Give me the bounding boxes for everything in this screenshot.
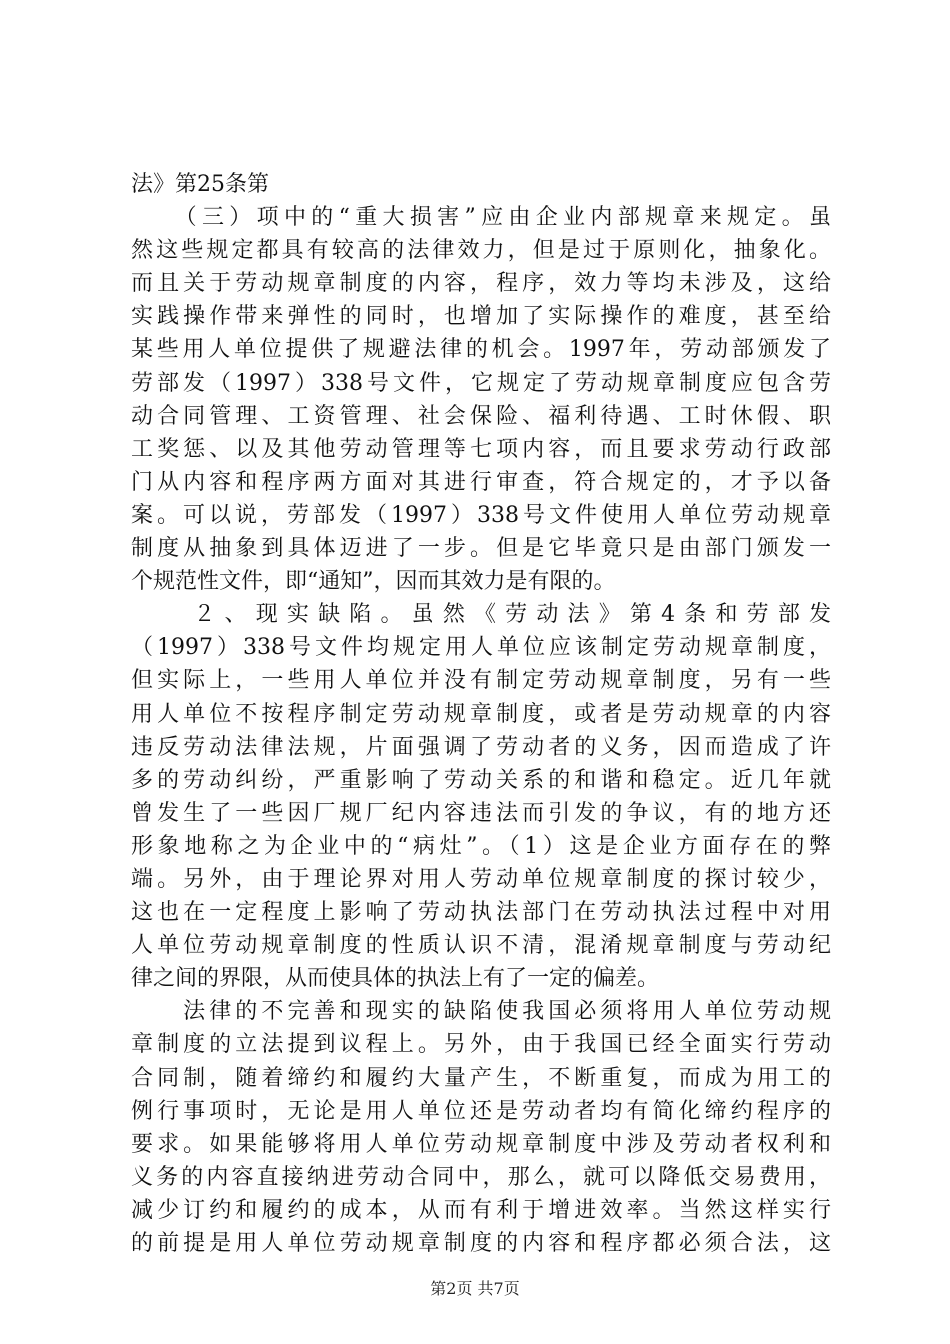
text-line: 违反劳动法律法规，片面强调了劳动者的义务，因而造成了许	[131, 734, 831, 760]
text-line: 个规范性文件，即“通知”，因而其效力是有限的。	[131, 569, 616, 595]
text-line: 用人单位不按程序制定劳动规章制度，或者是劳动规章的内容	[131, 701, 831, 727]
text-line: 某些用人单位提供了规避法律的机会。1997年，劳动部颁发了	[131, 337, 831, 363]
text-line: 曾发生了一些因厂规厂纪内容违法而引发的争议，有的地方还	[131, 800, 831, 826]
text-line: 而且关于劳动规章制度的内容，程序，效力等均未涉及，这给	[131, 271, 831, 297]
text-line: 劳部发（1997）338号文件，它规定了劳动规章制度应包含劳	[131, 370, 831, 396]
text-line: （1997）338号文件均规定用人单位应该制定劳动规章制度，	[131, 635, 831, 661]
text-line: 合同制，随着缔约和履约大量产生，不断重复，而成为用工的	[131, 1065, 831, 1091]
text-line: 章制度的立法提到议程上。另外，由于我国已经全面实行劳动	[131, 1032, 831, 1058]
text-line: 实践操作带来弹性的同时，也增加了实际操作的难度，甚至给	[131, 304, 831, 330]
text-line: 要求。如果能够将用人单位劳动规章制度中涉及劳动者权利和	[131, 1131, 831, 1157]
text-line: 工奖惩、以及其他劳动管理等七项内容，而且要求劳动行政部	[131, 436, 831, 462]
text-line: 义务的内容直接纳进劳动合同中，那么，就可以降低交易费用，	[131, 1164, 831, 1190]
text-line: 形象地称之为企业中的“病灶”。（1）这是企业方面存在的弊	[131, 833, 831, 859]
text-line: 法律的不完善和现实的缺陷使我国必须将用人单位劳动规	[131, 999, 831, 1025]
text-line: 人单位劳动规章制度的性质认识不清，混淆规章制度与劳动纪	[131, 933, 831, 959]
page-footer: 第2页 共7页	[430, 1279, 520, 1298]
text-line: 律之间的界限，从而使具体的执法上有了一定的偏差。	[131, 966, 660, 992]
text-line: 制度从抽象到具体迈进了一步。但是它毕竟只是由部门颁发一	[131, 536, 831, 562]
text-line: 例行事项时，无论是用人单位还是劳动者均有简化缔约程序的	[131, 1098, 831, 1124]
text-line: ２、现实缺陷。虽然《劳动法》第4条和劳部发	[131, 602, 831, 628]
text-line: 端。另外，由于理论界对用人劳动单位规章制度的探讨较少，	[131, 866, 831, 892]
text-line: 动合同管理、工资管理、社会保险、福利待遇、工时休假、职	[131, 403, 831, 429]
text-line: 门从内容和程序两方面对其进行审查，符合规定的，才予以备	[131, 469, 831, 495]
text-line: 案。可以说，劳部发（1997）338号文件使用人单位劳动规章	[131, 502, 831, 528]
text-line: 法》第25条第	[131, 172, 269, 197]
text-line: 然这些规定都具有较高的法律效力，但是过于原则化，抽象化。	[131, 238, 831, 264]
text-line: 但实际上，一些用人单位并没有制定劳动规章制度，另有一些	[131, 668, 831, 694]
text-line: 减少订约和履约的成本，从而有利于增进效率。当然这样实行	[131, 1197, 831, 1223]
text-line: 的前提是用人单位劳动规章制度的内容和程序都必须合法，这	[131, 1231, 831, 1256]
text-line: （三）项中的“重大损害”应由企业内部规章来规定。虽	[131, 205, 831, 231]
text-line: 这也在一定程度上影响了劳动执法部门在劳动执法过程中对用	[131, 900, 831, 926]
text-line: 多的劳动纠纷，严重影响了劳动关系的和谐和稳定。近几年就	[131, 767, 831, 793]
document-body	[131, 168, 831, 1260]
